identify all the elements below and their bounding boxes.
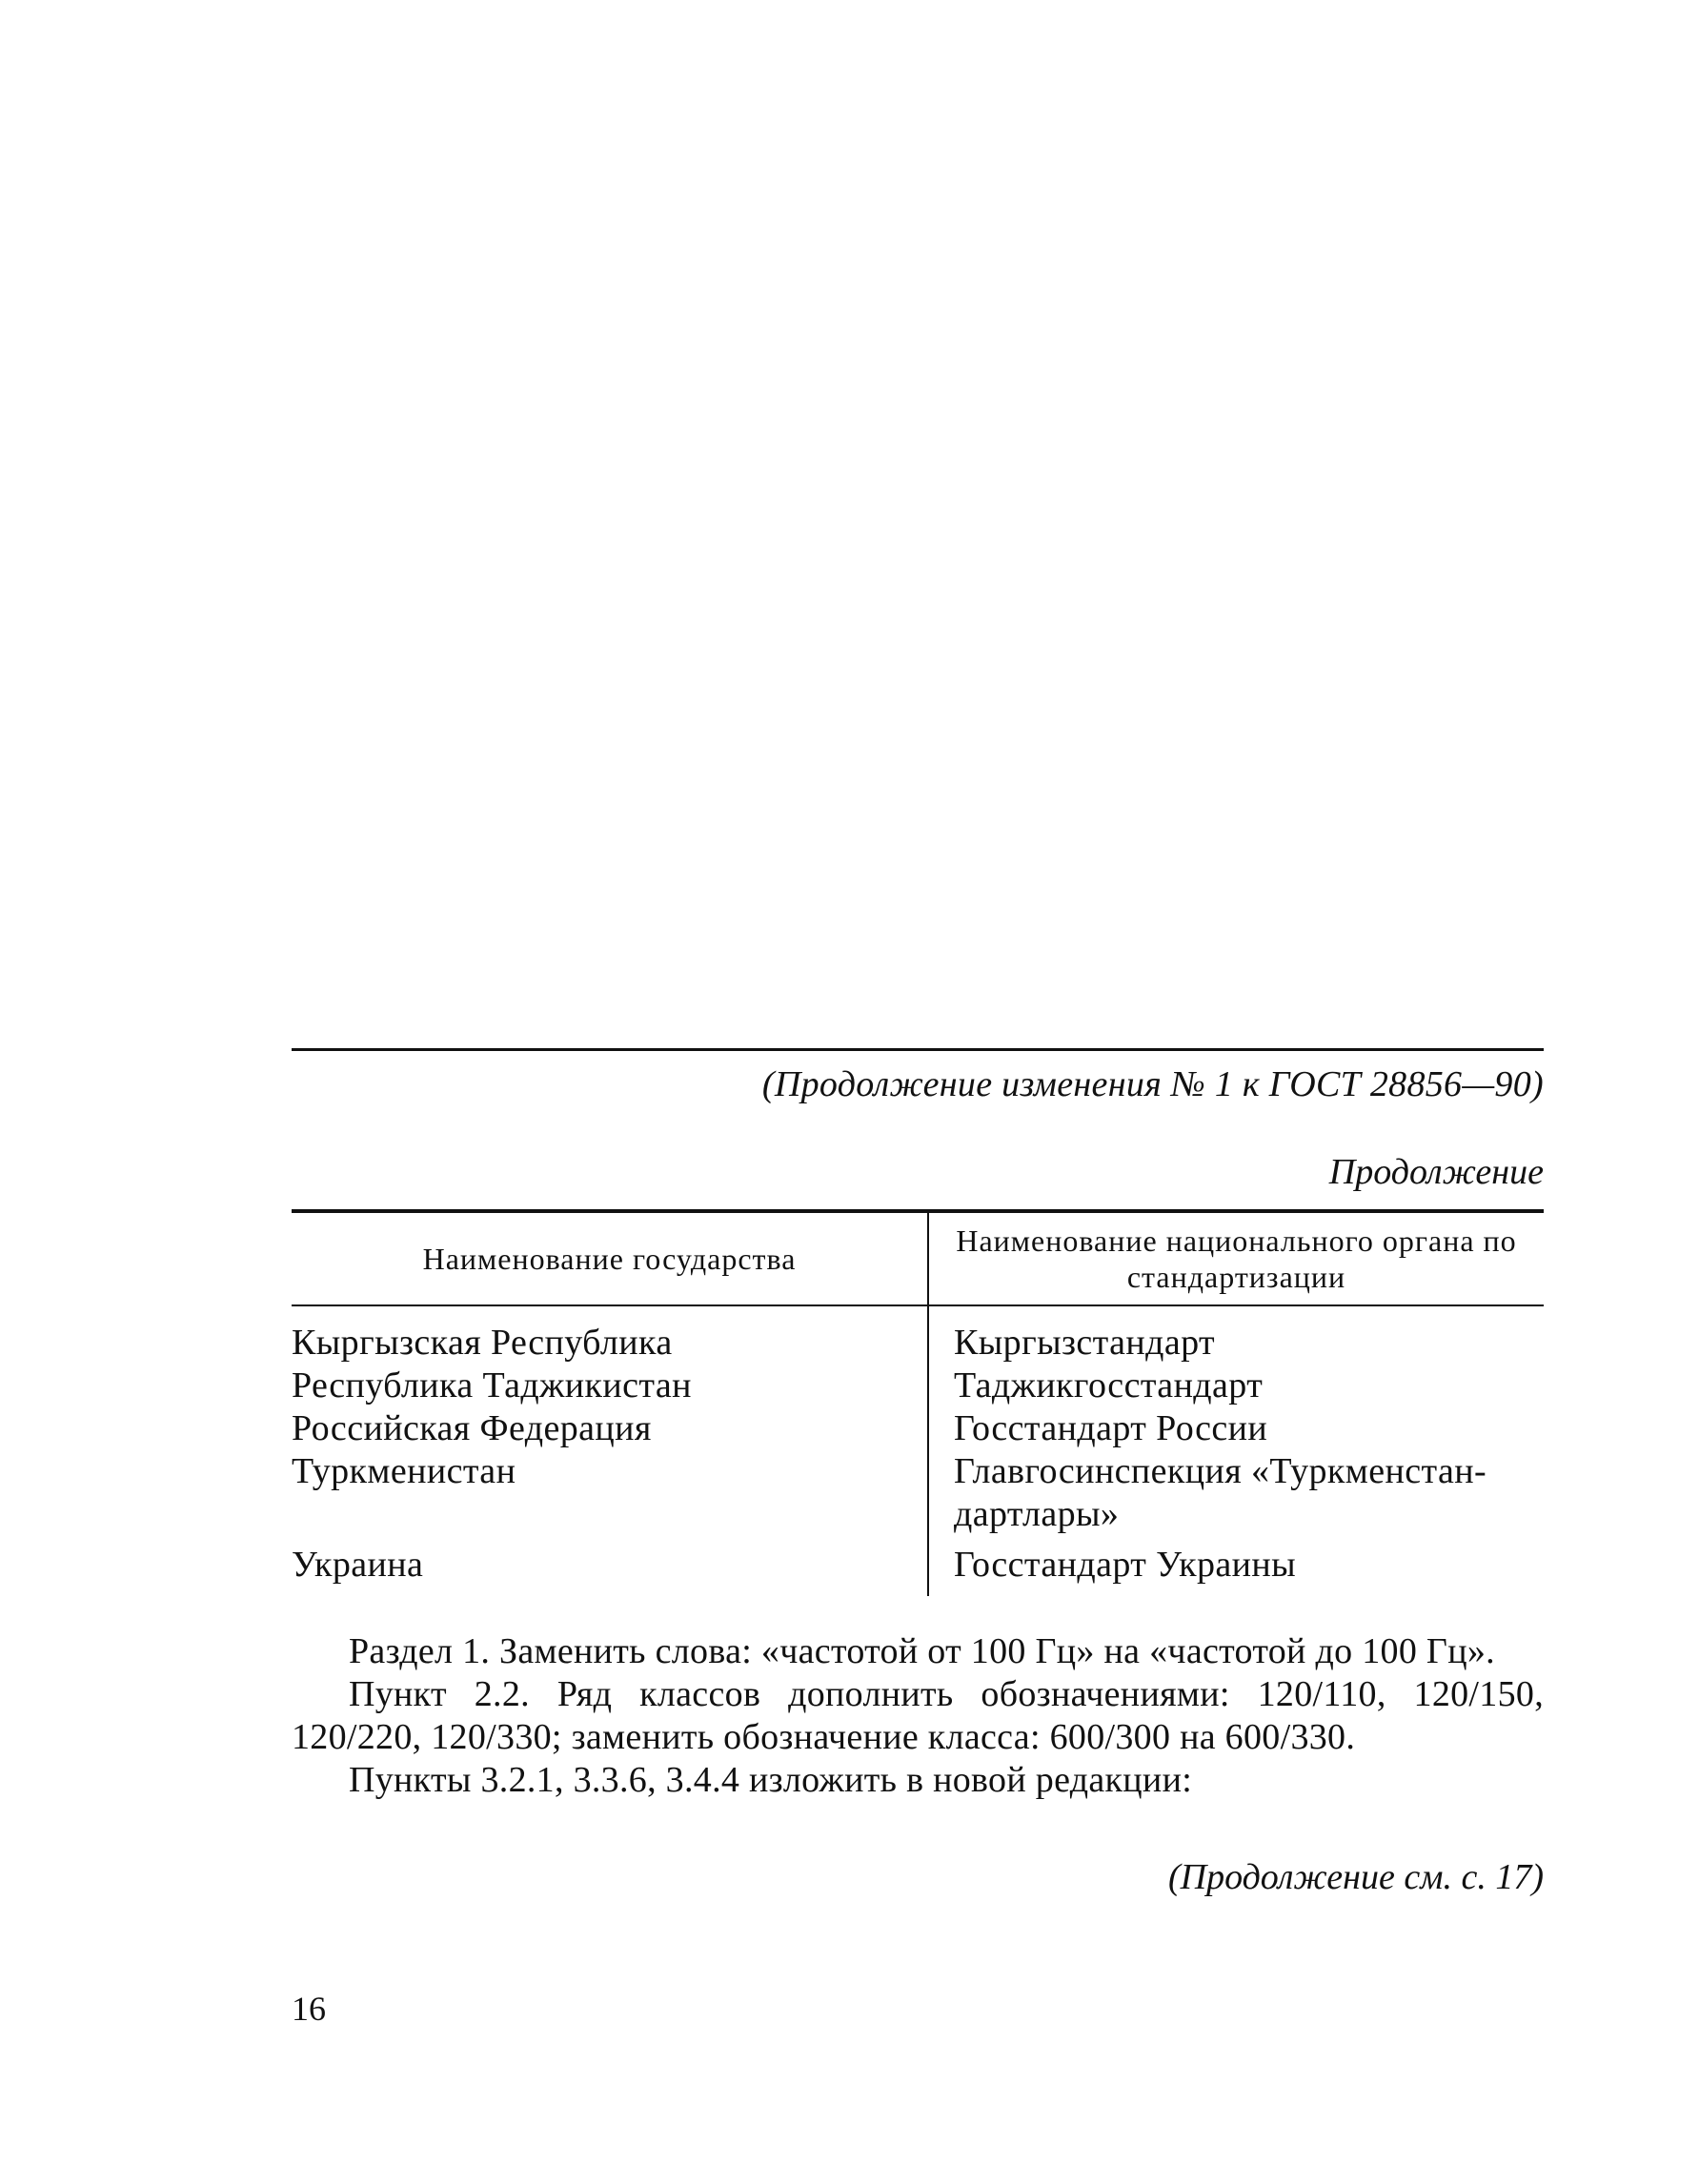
standards-body-cell: Таджикгосстандарт (954, 1365, 1264, 1405)
paragraph-section-1: Раздел 1. Заменить слова: «частотой от 100 Гц» на «частотой до 100 Гц». (349, 1631, 1495, 1671)
amendment-text (292, 1630, 1544, 1802)
continuation-label: Продолжение (1328, 1152, 1544, 1192)
country-cell: Туркменистан (292, 1450, 928, 1536)
table-header-row (292, 1211, 1544, 1305)
standards-body-cell: Кыргызстандарт (954, 1323, 1216, 1363)
standards-body-cell: Госстандарт России (954, 1408, 1268, 1448)
table-row (292, 1305, 1544, 1365)
standards-body-cell: Госстандарт Украины (954, 1545, 1297, 1585)
table-row (292, 1365, 1544, 1407)
page-number: 16 (292, 1990, 326, 2028)
country-cell: Республика Таджикистан (292, 1365, 928, 1407)
standards-bodies-table (292, 1209, 1544, 1596)
top-rule (292, 1048, 1544, 1051)
document-page (292, 1048, 1544, 1899)
continued-on-note: (Продолжение см. с. 17) (1167, 1857, 1544, 1897)
table-row (292, 1407, 1544, 1450)
running-head: (Продолжение изменения № 1 к ГОСТ 28856—90) (761, 1064, 1544, 1104)
paragraph-clause-2-2: Пункт 2.2. Ряд классов дополнить обозначениями: 120/110, 120/150, 120/220, 120/330; заменить обозначение класса: 600/300 на 600/330. (292, 1674, 1544, 1757)
country-cell: Кыргызская Республика (292, 1305, 928, 1365)
country-cell: Российская Федерация (292, 1407, 928, 1450)
table-row (292, 1536, 1544, 1596)
header-country: Наименование государства (292, 1211, 928, 1305)
paragraph-clauses-3: Пункты 3.2.1, 3.3.6, 3.4.4 изложить в новой редакции: (349, 1760, 1193, 1800)
header-standards-body: Наименование национального органа по стандартизации (928, 1211, 1544, 1305)
country-cell: Украина (292, 1536, 928, 1596)
standards-body-cell: Главгосинспекция «Туркменстан-дартлары» (954, 1451, 1487, 1534)
table-row (292, 1450, 1544, 1536)
